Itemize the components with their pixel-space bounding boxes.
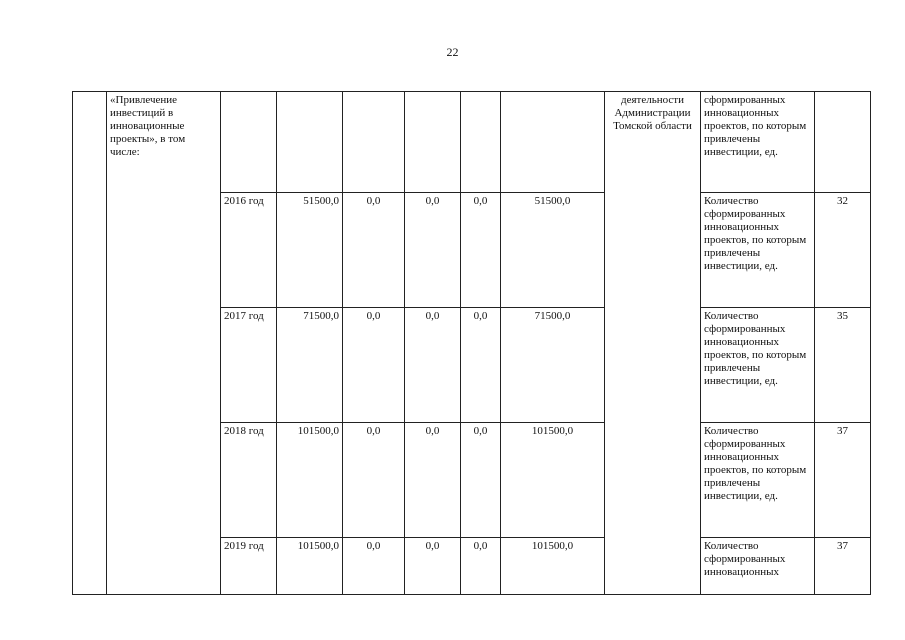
table-row: 2017 год 71500,0 0,0 0,0 0,0 71500,0 Количество сформированных инновационных проектов, по которым привлечены инвестиции, ед. 35 <box>73 308 871 423</box>
task-title-cell <box>107 92 221 595</box>
indicator-cell: сформированных инновационных проектов, по которым привлечены инвестиции, ед. <box>701 92 815 193</box>
table-row: 2018 год 101500,0 0,0 0,0 0,0 101500,0 Количество сформированных инновационных проектов, по которым привлечены инвестиции, ед. 37 <box>73 423 871 538</box>
page-number: 22 <box>446 45 459 59</box>
task-title: «Привлечение инвестиций в инновационные проекты», в том числе: <box>110 94 186 158</box>
number-cell <box>73 92 107 595</box>
table-row: 2019 год 101500,0 0,0 0,0 0,0 101500,0 Количество сформированных инновационных 37 <box>73 538 871 595</box>
responsible-cell <box>605 92 701 595</box>
table-row: 2016 год 51500,0 0,0 0,0 0,0 51500,0 Количество сформированных инновационных проектов, по которым привлечены инвестиции, ед. 32 <box>73 193 871 308</box>
program-table <box>72 91 871 595</box>
table-row-intro <box>73 92 871 193</box>
responsible-text: деятельности Администрации Томской области <box>613 94 692 132</box>
